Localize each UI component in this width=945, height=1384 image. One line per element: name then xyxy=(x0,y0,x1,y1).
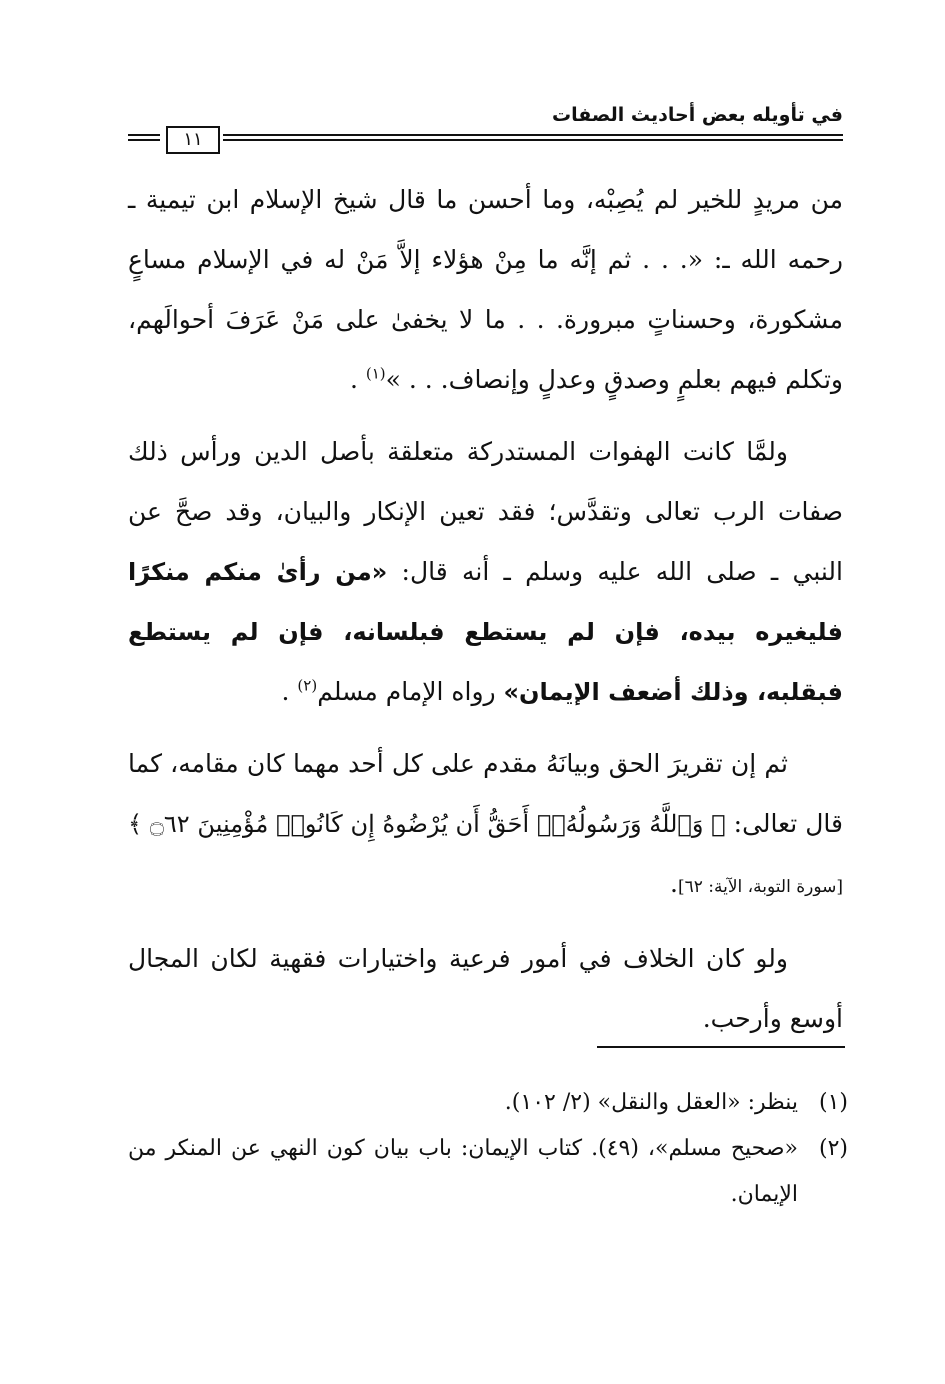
footnote-text: «صحيح مسلم»، (٤٩). كتاب الإيمان: باب بيان كون النهي عن المنكر من الإيمان. xyxy=(128,1136,798,1207)
paragraph-text: من مريدٍ للخير لم يُصِبْه، وما أحسن ما قال شيخ الإسلام ابن تيمية ـ رحمه الله ـ: «. . . ثم إنَّه ما مِنْ هؤلاء إلاَّ مَنْ له في الإسلام مساعٍ مشكورة، وحسناتٍ مبرورة. . . ما لا يخفىٰ على مَنْ عَرَفَ أحوالَهم، وتكلم فيهم بعلمٍ وصدقٍ وعدلٍ وإنصاف. . . » xyxy=(128,185,843,394)
footnote-separator xyxy=(597,1046,845,1048)
sentence-end: . xyxy=(670,869,678,898)
footnote-text: ينظر: «العقل والنقل» (٢/ ١٠٢). xyxy=(504,1090,798,1115)
paragraph-text: ولو كان الخلاف في أمور فرعية واختيارات فقهية لكان المجال أوسع وأرحب. xyxy=(128,944,843,1033)
paragraph-2 xyxy=(128,422,843,722)
running-header xyxy=(128,98,843,158)
footnote-mark: (٢) xyxy=(818,1136,848,1161)
header-title: في تأويله بعض أحاديث الصفات xyxy=(551,104,843,126)
footnote-ref[interactable]: (١) xyxy=(365,364,386,383)
hadith-quote: «من رأىٰ منكم منكرًا فليغيره بيده، فإن لم يستطع فبلسانه، فإن لم يستطع فبقلبه، وذلك أضعف الإيمان» xyxy=(128,558,843,706)
paragraph-intro: ولمَّا كانت الهفوات المستدركة متعلقة بأصل الدين ورأس ذلك صفات الرب تعالى وتقدَّس؛ فقد تعين الإنكار والبيان، وقد صحَّ عن النبي ـ صلى الله عليه وسلم ـ أنه قال: xyxy=(128,437,843,586)
footnote-ref[interactable]: (٢) xyxy=(297,676,318,695)
footnote-1 xyxy=(128,1080,848,1126)
verse-citation: [سورة التوبة، الآية: ٦٢] xyxy=(677,877,843,897)
main-text xyxy=(128,170,843,1061)
paragraph-1 xyxy=(128,170,843,410)
footnotes xyxy=(128,1080,848,1218)
sentence-end: . xyxy=(349,365,358,394)
header-double-rule-short xyxy=(128,134,160,141)
sentence-end: . xyxy=(281,677,290,706)
header-double-rule xyxy=(223,134,843,141)
paragraph-3 xyxy=(128,734,843,917)
paragraph-intro: ثم إن تقريرَ الحق وبيانَهُ مقدم على كل أحد مهما كان مقامه، كما قال تعالى: xyxy=(128,749,843,838)
quran-verse: ﴿ وَٱللَّهُ وَرَسُولُهُۥٓ أَحَقُّ أَن يُرْضُوهُ إِن كَانُوا۟ مُؤْمِنِينَ ۝٦٢ ﴾ xyxy=(128,810,726,838)
footnote-2 xyxy=(128,1126,848,1218)
page-number: ١١ xyxy=(166,126,220,154)
footnote-mark: (١) xyxy=(818,1090,848,1115)
paragraph-4 xyxy=(128,929,843,1049)
paragraph-tail: رواه الإمام مسلم xyxy=(317,677,504,706)
